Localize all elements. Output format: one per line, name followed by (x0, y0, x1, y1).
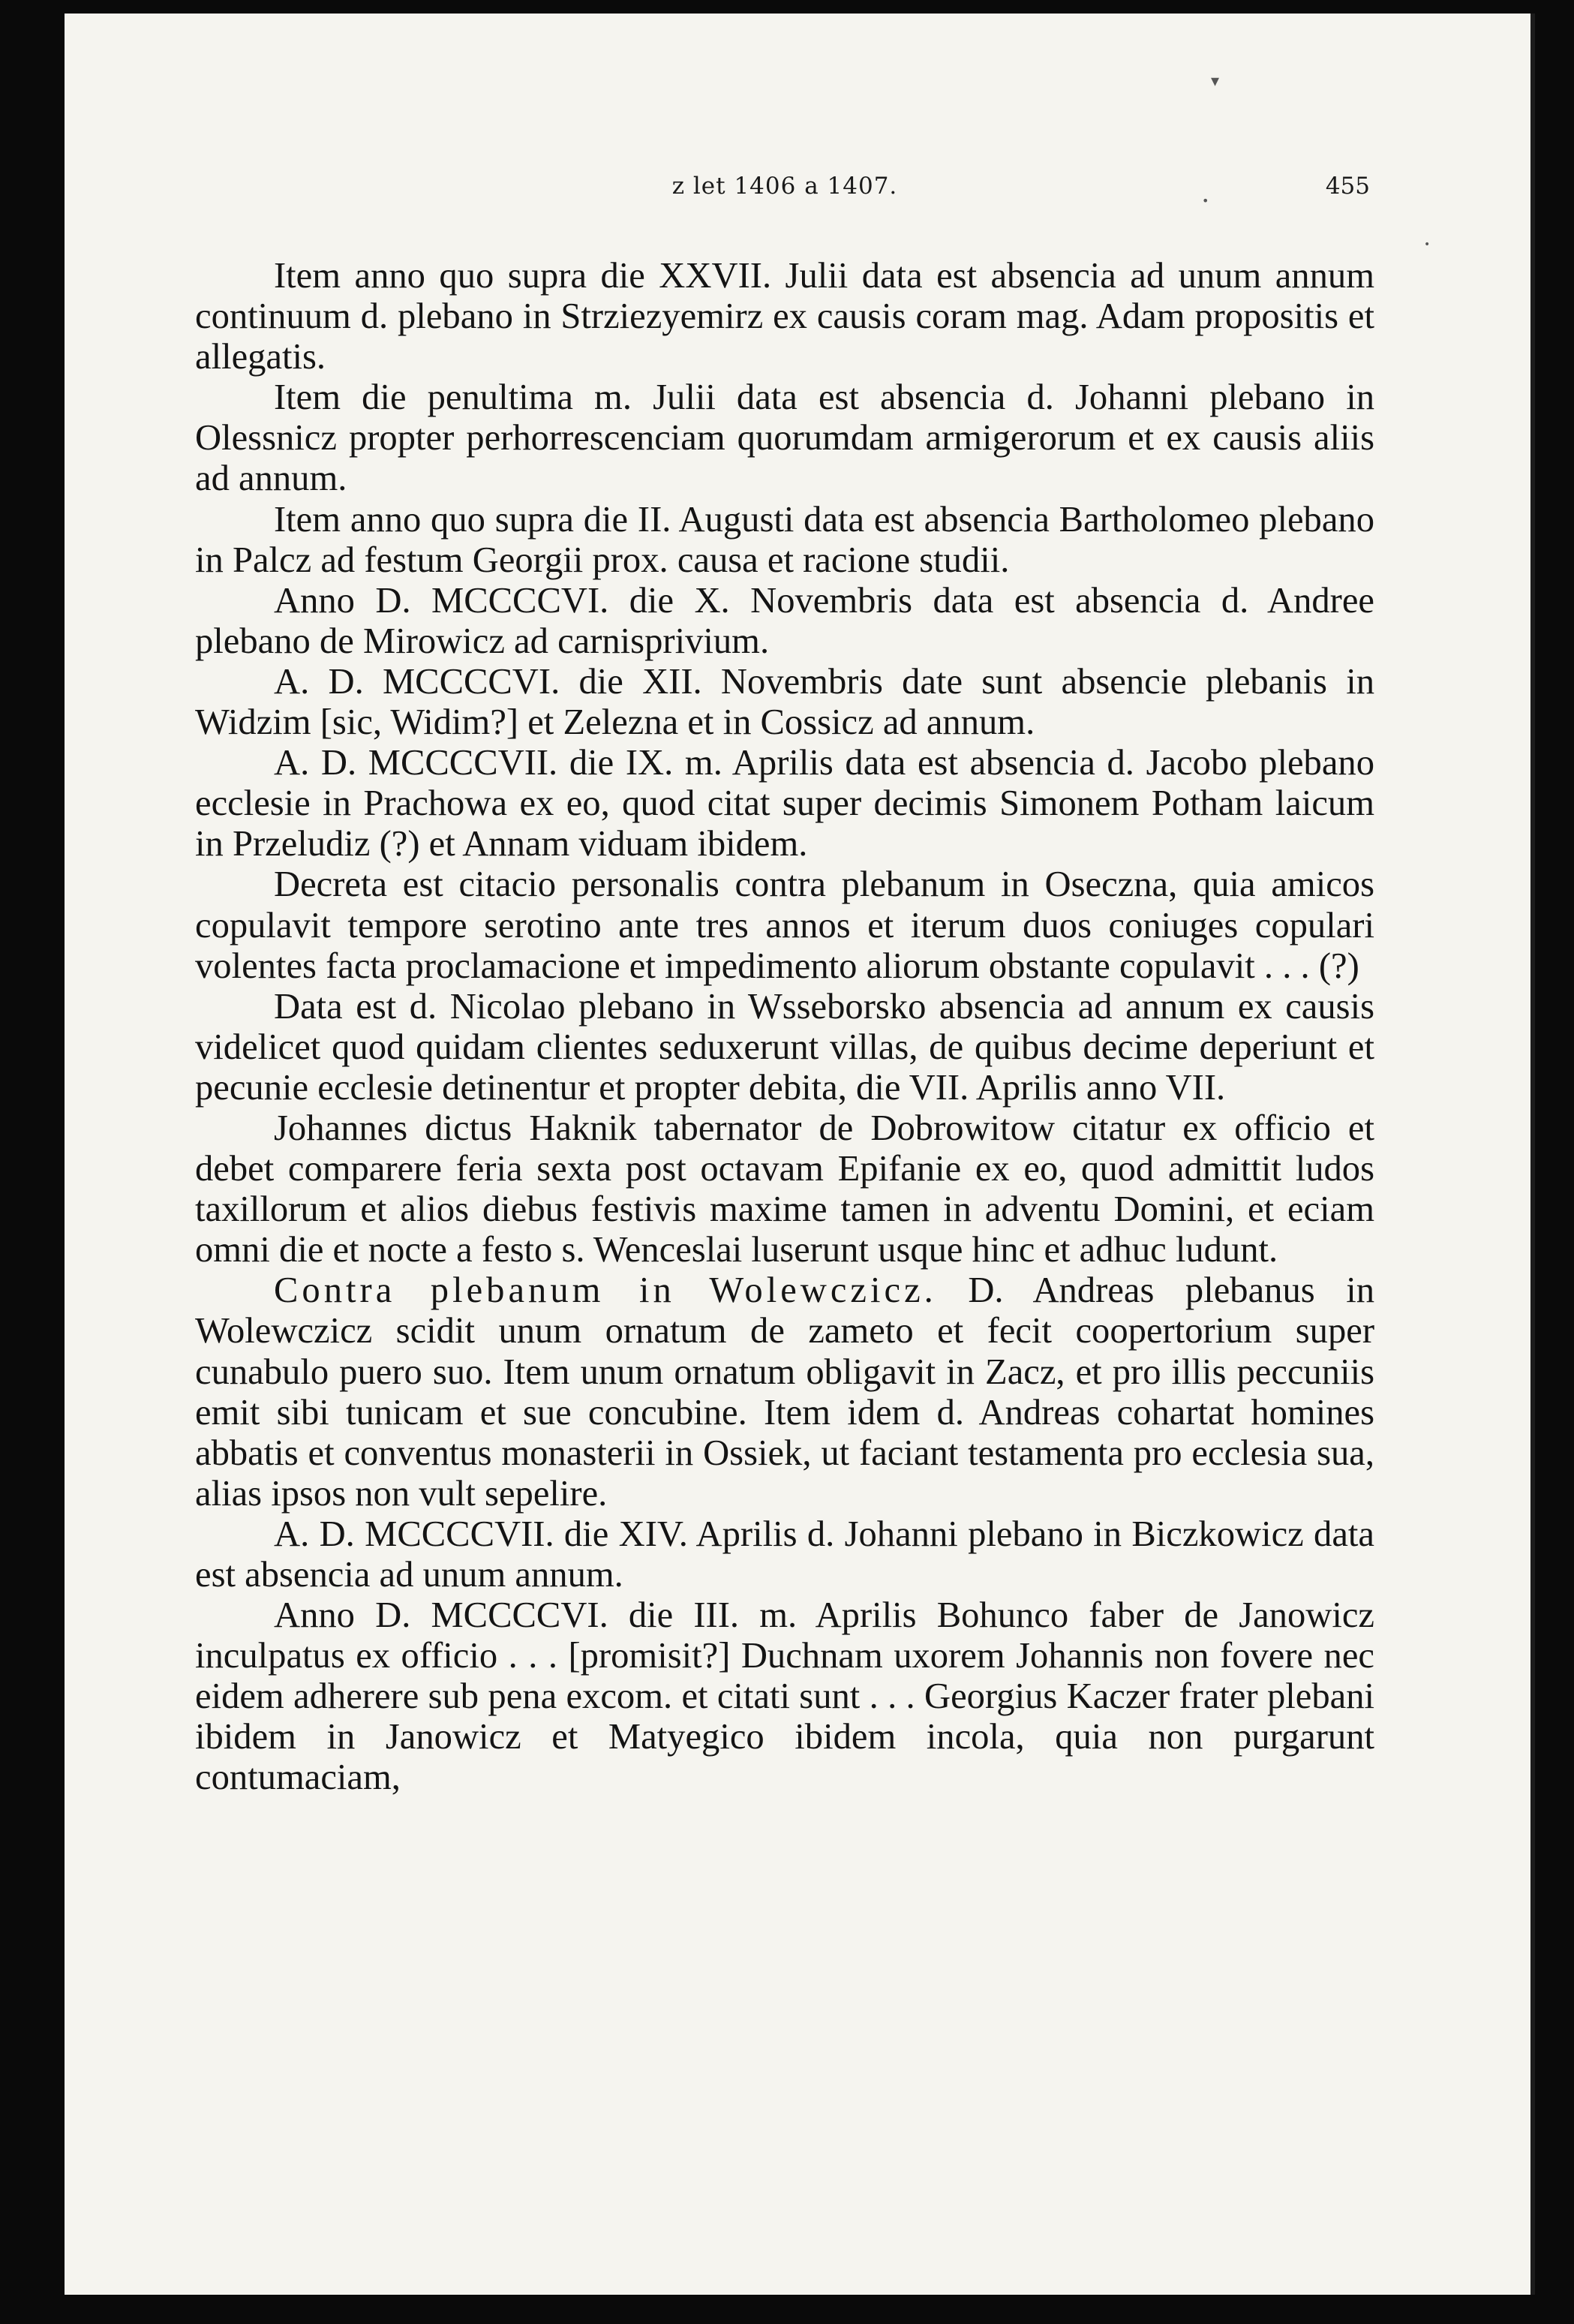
paragraph: A. D. MCCCCVI. die XII. Novembris date sunt absencie plebanis in Widzim [sic, Widim?] et Zelezna et in Cossicz ad annum. (195, 660, 1374, 743)
paragraph: Item die penultima m. Julii data est absencia d. Johanni plebano in Olessnicz propter perhorrescenciam quorumdam armigerorum et ex causis aliis ad annum. (195, 377, 1374, 499)
paragraph: Contra plebanum in Wolewczicz. D. Andreas plebanus in Wolewczicz scidit unum ornatum de zameto et fecit coopertorium super cunabulo puero suo. Item unum ornatum obligavit in Zacz, et pro illis peccuniis emit sibi tunicam et sue concubine. Item idem d. Andreas cohartat homines abbatis et conventus monasterii in Ossiek, ut faciant testamenta pro ecclesia sua, alias ipsos non vult sepelire. (195, 1270, 1374, 1514)
running-title: z let 1406 a 1407. (671, 173, 898, 200)
paragraph: Anno D. MCCCCVI. die III. m. Aprilis Bohunco faber de Janowicz inculpatus ex officio . . . [promisit?] Duchnam uxorem Johannis non fovere nec eidem adherere sub pena excom. et citati sunt . . . Georgius Kaczer frater plebani ibidem in Janowicz et Matyegico ibidem incola, quia non purgarunt contumaciam, (195, 1595, 1374, 1798)
section-heading: Contra plebanum in Wolewczicz. (274, 1270, 937, 1311)
body-text (195, 255, 1374, 1798)
margin-mark: ▾ (1211, 72, 1220, 91)
paragraph: A. D. MCCCCVII. die IX. m. Aprilis data est absencia d. Jacobo plebano ecclesie in Prachowa ex eo, quod citat super decimis Simonem Potham laicum in Przeludiz (?) et Annam viduam ibidem. (195, 742, 1374, 864)
page-header (200, 173, 1370, 218)
paragraph: Decreta est citacio personalis contra plebanum in Oseczna, quia amicos copulavit tempore serotino ante tres annos et iterum duos coniuges copulari volentes facta proclamacione et impedimento aliorum obstante copulavit . . . (?) (195, 864, 1374, 986)
paragraph: Johannes dictus Haknik tabernator de Dobrowitow citatur ex officio et debet comparere feria sexta post octavam Epifanie ex eo, quod admittit ludos taxillorum et alios diebus festivis maxime tamen in adventu Domini, et eciam omni die et nocte a festo s. Wenceslai luserunt usque hinc et adhuc ludunt. (195, 1107, 1374, 1270)
page-number: 455 (1325, 173, 1370, 200)
paragraph: Item anno quo supra die II. Augusti data est absencia Bartholomeo plebano in Palcz ad festum Georgii prox. causa et racione studii. (195, 498, 1374, 580)
paragraph: Item anno quo supra die XXVII. Julii data est absencia ad unum annum continuum d. plebano in Strziezyemirz ex causis coram mag. Adam propositis et allegatis. (195, 255, 1374, 377)
book-page (65, 14, 1535, 2295)
paragraph: Data est d. Nicolao plebano in Wsseborsko absencia ad annum ex causis videlicet quod quidam clientes seduxerunt villas, de quibus decime deperiunt et pecunie ecclesie detinentur et propter debita, die VII. Aprilis anno VII. (195, 985, 1374, 1108)
margin-mark: • (1424, 239, 1431, 251)
paragraph: Anno D. MCCCCVI. die X. Novembris data est absencia d. Andree plebano de Mirowicz ad carnisprivium. (195, 579, 1374, 661)
margin-mark: • (1202, 194, 1209, 208)
paragraph: A. D. MCCCCVII. die XIV. Aprilis d. Johanni plebano in Biczkowicz data est absencia ad unum annum. (195, 1513, 1374, 1595)
